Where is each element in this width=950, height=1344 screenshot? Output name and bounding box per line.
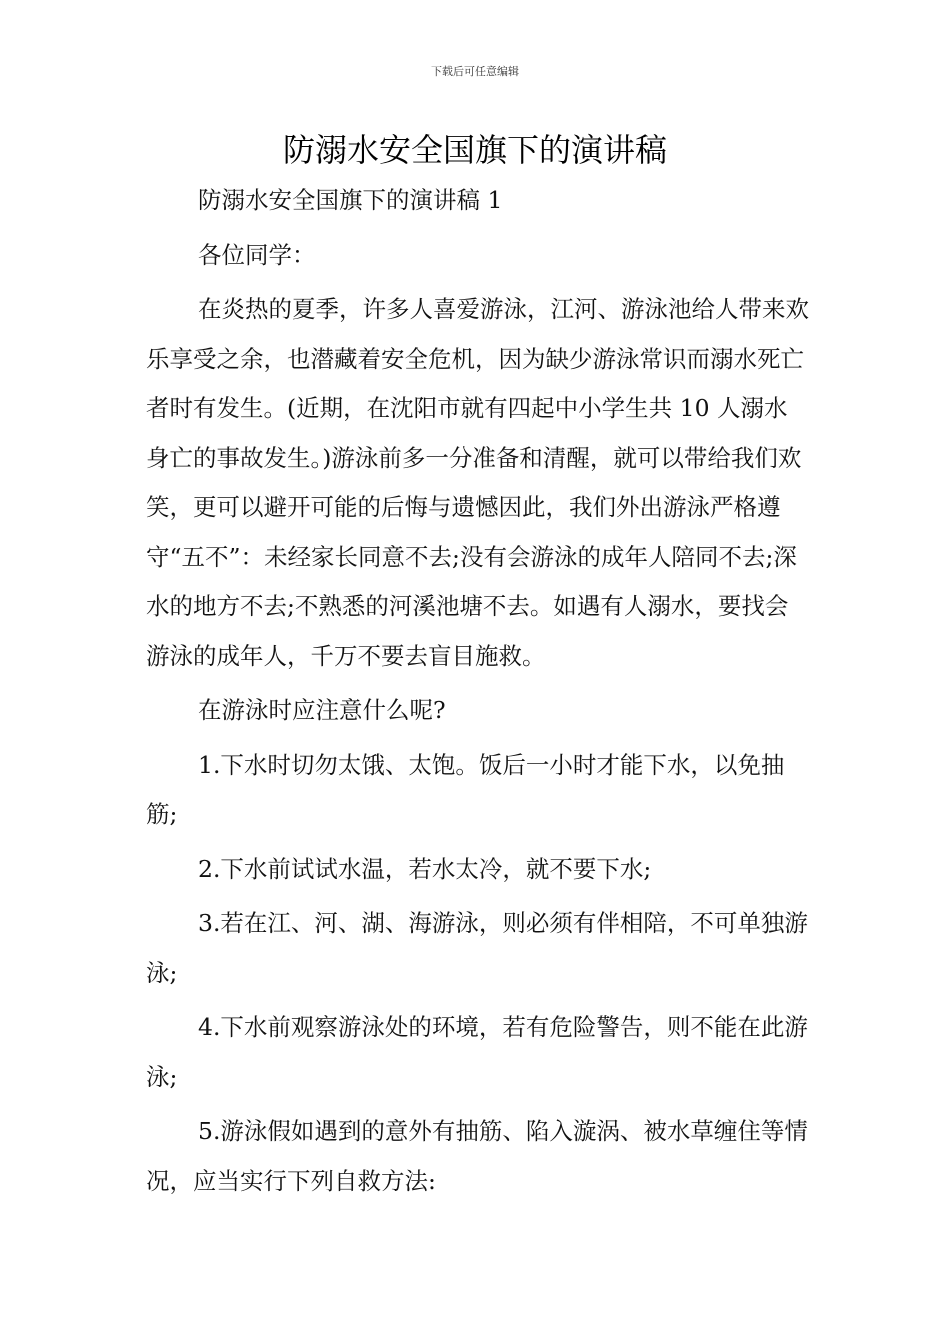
page-header-note: 下载后可任意编辑: [431, 65, 519, 78]
paragraph-1: 在炎热的夏季，许多人喜爱游泳，江河、游泳池给人带来欢乐享受之余，也潜藏着安全危机，因为缺少游泳常识而溺水死亡者时有发生。(近期，在沈阳市就有四起中小学生共 10 人溺水身亡的事故发生。)游泳前多一分准备和清醒，就可以带给我们欢笑，更可以避开可能的后悔与遗憾因此，我们外出游泳严格遵守“五不”：未经家长同意不去;没有会游泳的成年人陪同不去;深水的地方不去;不熟悉的河溪池塘不去。如遇有人溺水，要找会游泳的成年人，千万不要去盲目施救。: [146, 295, 809, 670]
subtitle: 防溺水安全国旗下的演讲稿 1: [198, 186, 503, 214]
list-item-1: 1.下水时切勿太饿、太饱。饭后一小时才能下水，以免抽筋;: [146, 750, 785, 828]
list-item-5: 5.游泳假如遇到的意外有抽筋、陷入漩涡、被水草缠住等情况，应当实行下列自救方法:: [146, 1117, 808, 1195]
greeting: 各位同学：: [198, 240, 316, 269]
list-item-4: 4.下水前观察游泳处的环境，若有危险警告，则不能在此游泳;: [146, 1013, 808, 1091]
list-item-3: 3.若在江、河、湖、海游泳，则必须有伴相陪，不可单独游泳;: [146, 909, 808, 987]
document-title: 防溺水安全国旗下的演讲稿: [282, 131, 667, 169]
document-body: [146, 176, 810, 1206]
list-item-2: 2.下水前试试水温，若水太冷，就不要下水;: [198, 854, 652, 883]
question: 在游泳时应注意什么呢?: [198, 696, 446, 724]
